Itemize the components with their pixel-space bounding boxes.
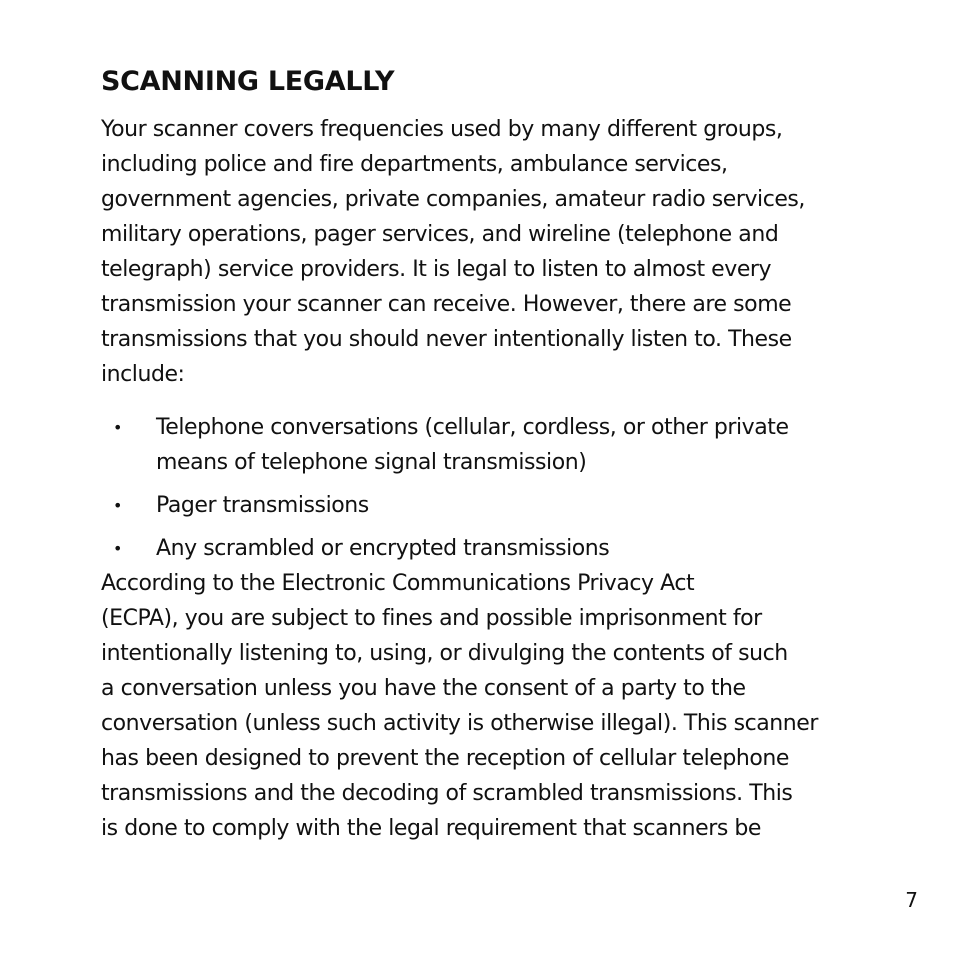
paragraph-line: military operations, pager services, and wireline (telephone and [101,222,779,247]
paragraph-line: intentionally listening to, using, or divulging the contents of such [101,641,788,666]
ecpa-paragraph [101,566,891,846]
bullet-marker: • [113,496,122,515]
paragraph-line: transmission your scanner can receive. However, there are some [101,292,792,317]
paragraph-line: According to the Electronic Communications Privacy Act [101,571,695,596]
list-item [101,488,891,523]
document-page [101,62,891,846]
paragraph-line: a conversation unless you have the consent of a party to the [101,676,746,701]
paragraph-line: transmissions that you should never intentionally listen to. These [101,327,792,352]
paragraph-line: Your scanner covers frequencies used by many different groups, [101,117,783,142]
paragraph-line: conversation (unless such activity is otherwise illegal). This scanner [101,711,818,736]
page-number: 7 [905,888,918,912]
list-item-line: Telephone conversations (cellular, cordless, or other private [156,415,789,440]
paragraph-line: transmissions and the decoding of scrambled transmissions. This [101,781,793,806]
paragraph-line: is done to comply with the legal requirement that scanners be [101,816,762,841]
paragraph-line: has been designed to prevent the reception of cellular telephone [101,746,789,771]
list-item [101,410,891,480]
list-item-line: Pager transmissions [156,493,369,518]
intro-paragraph [101,112,891,392]
list-item [101,531,891,566]
paragraph-line: including police and fire departments, ambulance services, [101,152,728,177]
paragraph-line: government agencies, private companies, amateur radio services, [101,187,805,212]
paragraph-line: include: [101,362,185,387]
list-item-line: means of telephone signal transmission) [156,450,587,475]
section-heading: SCANNING LEGALLY [101,66,395,97]
bullet-marker: • [113,418,122,437]
paragraph-line: (ECPA), you are subject to fines and possible imprisonment for [101,606,762,631]
paragraph-line: telegraph) service providers. It is legal to listen to almost every [101,257,772,282]
bullet-marker: • [113,539,122,558]
list-item-line: Any scrambled or encrypted transmissions [156,536,610,561]
restricted-transmissions-list [101,410,891,566]
